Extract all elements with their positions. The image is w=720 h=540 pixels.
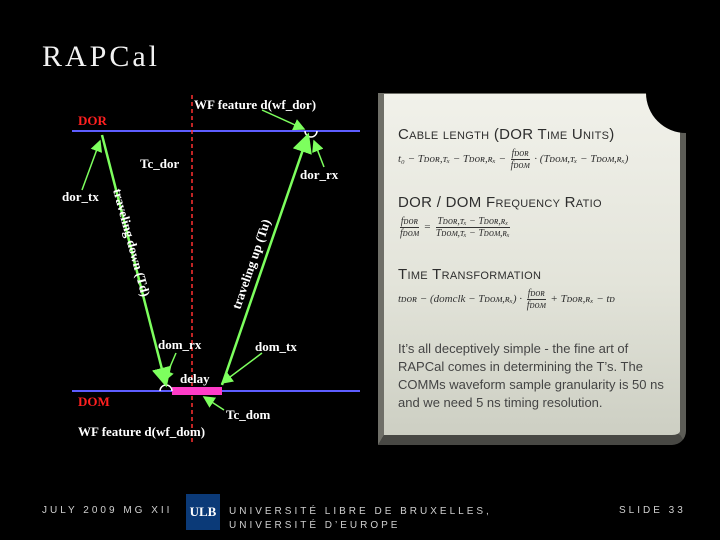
- cable-length-title: Cable length (DOR Time Units): [398, 126, 615, 143]
- ratio-rhs-den: Tᴅᴏᴍ,ᴛₓ − Tᴅᴏᴍ,ʀₓ: [435, 228, 510, 239]
- cable-length-eq-fraction: [511, 148, 530, 171]
- footer-university: UNIVERSITÉ LIBRE DE BRUXELLES, UNIVERSITÉ D’EUROPE: [229, 506, 492, 531]
- ratio-rhs-fraction: [436, 216, 510, 239]
- traveling-up-label: traveling up (Tu): [228, 217, 274, 311]
- dor-rx-pointer: [314, 141, 324, 167]
- rapcal-timing-diagram: [62, 95, 360, 443]
- ratio-equals: =: [423, 221, 432, 234]
- dom-label: DOM: [78, 394, 110, 409]
- ratio-lhs-fraction: [400, 216, 419, 239]
- time-transformation-title: Time Transformation: [398, 266, 542, 283]
- dom-rx-label: dom_rx: [158, 337, 202, 352]
- ulb-logo: ULB: [186, 494, 220, 530]
- slide-title: RAPCal: [42, 40, 161, 73]
- dor-tx-pointer: [82, 141, 100, 190]
- dor-label: DOR: [78, 113, 107, 128]
- dom-rx-pointer: [164, 353, 176, 381]
- dor-tx-label: dor_tx: [62, 189, 99, 204]
- cable-length-equation: [398, 148, 628, 171]
- tc-dor-label: Tc_dor: [140, 156, 180, 171]
- panel-corner-cutout: [646, 93, 686, 133]
- wf-feature-dor-label: WF feature d(wf_dor): [194, 97, 317, 112]
- transform-eq-rhs: + Tᴅᴏʀ,ʀₓ − tᴅ: [550, 293, 616, 306]
- equations-panel: [378, 93, 686, 445]
- slide-number: SLIDE 33: [619, 505, 686, 516]
- tc-dom-pointer: [204, 397, 224, 410]
- frequency-ratio-title: DOR / DOM Frequency Ratio: [398, 194, 602, 211]
- cable-length-eq-lhs: t₀ − Tᴅᴏʀ,ᴛₓ − Tᴅᴏʀ,ʀₓ −: [398, 153, 506, 166]
- wf-feature-dom-label: WF feature d(wf_dom): [78, 424, 206, 439]
- transform-eq-num: fᴅᴏʀ: [527, 288, 545, 299]
- delay-bar: [172, 387, 222, 395]
- wf-dor-pointer: [262, 110, 304, 129]
- ratio-rhs-num: Tᴅᴏʀ,ᴛₓ − Tᴅᴏʀ,ʀₓ: [437, 216, 509, 227]
- cable-length-eq-rhs: · (Tᴅᴏᴍ,ᴛₓ − Tᴅᴏᴍ,ʀₓ): [534, 153, 629, 166]
- dor-rx-label: dor_rx: [300, 167, 339, 182]
- transform-eq-den: fᴅᴏᴍ: [526, 300, 546, 311]
- cable-length-eq-num: fᴅᴏʀ: [511, 148, 529, 159]
- cable-length-eq-den: fᴅᴏᴍ: [510, 160, 530, 171]
- time-transformation-equation: [398, 288, 615, 311]
- ratio-lhs-den: fᴅᴏᴍ: [400, 228, 419, 239]
- footer-date: JULY 2009 MG XII: [42, 505, 173, 516]
- transform-eq-lhs: tᴅᴏʀ − (domclk − Tᴅᴏᴍ,ʀₓ) ·: [398, 293, 523, 306]
- ratio-lhs-num: fᴅᴏʀ: [400, 216, 419, 227]
- tc-dom-label: Tc_dom: [226, 407, 271, 422]
- rapcal-description: It’s all deceptively simple - the fine art of RAPCal comes in determining the T’s. The COMMs waveform sample granularity is 50 ns and we need 5 ns timing resolution.: [398, 341, 664, 410]
- traveling-down-label: traveling down (Td): [110, 186, 154, 299]
- dom-tx-label: dom_tx: [255, 339, 297, 354]
- delay-label: delay: [180, 371, 210, 386]
- frequency-ratio-equation: [398, 216, 512, 239]
- transform-eq-fraction: [527, 288, 546, 311]
